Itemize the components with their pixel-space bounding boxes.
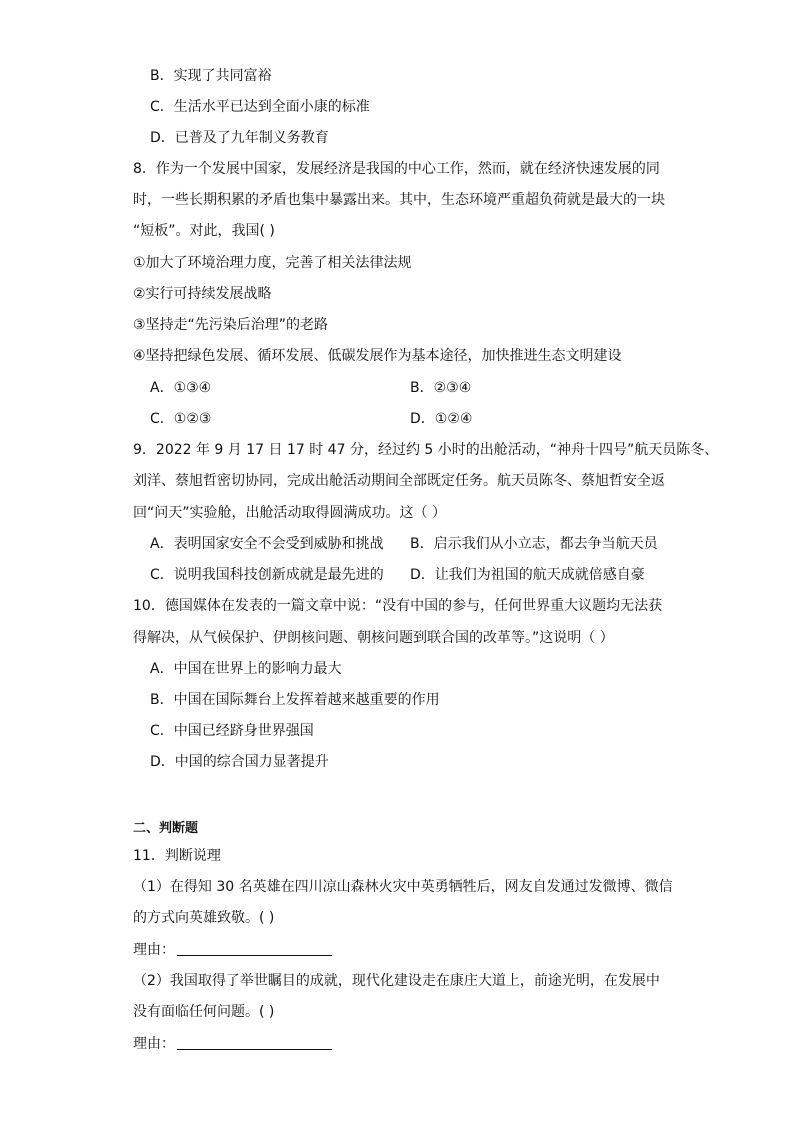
answer-blank[interactable] [177,941,332,956]
q11-title: 11．判断说理 [133,848,221,864]
q8-option-c: C．①②③ [150,411,212,427]
reason-label: 理由： [133,1036,175,1052]
q11-part2-line1: （2）我国取得了举世瞩目的成就，现代化建设走在康庄大道上，前途光明，在发展中 [133,973,660,989]
q8-statement-3: ③坚持走“先污染后治理”的老路 [133,317,329,333]
q8-option-d: D．①②④ [410,411,473,427]
q8-stem-line2: 时，一些长期积累的矛盾也集中暴露出来。其中，生态环境严重超负荷就是最大的一块 [133,192,665,208]
q8-stem-line1: 8．作为一个发展中国家，发展经济是我国的中心工作，然而，就在经济快速发展的同 [133,161,660,177]
q9-stem-line2: 刘洋、蔡旭哲密切协同，完成出舱活动期间全部既定任务。航天员陈冬、蔡旭哲安全返 [133,473,665,489]
q7-option-b: B．实现了共同富裕 [150,68,272,84]
q9-option-c: C．说明我国科技创新成就是最先进的 [150,567,384,583]
q11-part1-line2: 的方式向英雄致敬。( ) [133,910,275,926]
q9-option-b: B．启示我们从小立志，都去争当航天员 [410,536,658,552]
q8-statement-1: ①加大了环境治理力度，完善了相关法律法规 [133,255,412,271]
q9-stem-line3: 回“问天”实验舱，出舱活动取得圆满成功。这（ ） [133,505,446,521]
q9-option-a: A．表明国家安全不会受到威胁和挑战 [150,536,384,552]
q10-option-c: C．中国已经跻身世界强国 [150,723,314,739]
q11-part2-line2: 没有面临任何问题。( ) [133,1004,275,1020]
q11-reason1-row [133,940,332,960]
q10-option-a: A．中国在世界上的影响力最大 [150,661,342,677]
q7-option-d: D．已普及了九年制义务教育 [150,130,329,146]
q8-option-b: B．②③④ [410,380,472,396]
q10-stem-line1: 10．德国媒体在发表的一篇文章中说：“没有中国的参与，任何世界重大议题均无法获 [133,598,663,614]
q10-stem-line2: 得解决，从气候保护、伊朗核问题、朝核问题到联合国的改革等。”这说明（ ） [133,630,614,646]
q8-stem-line3: “短板”。对此，我国( ) [133,223,275,239]
answer-blank[interactable] [177,1035,332,1050]
q11-reason2-row [133,1034,332,1054]
q11-part1-line1: （1）在得知 30 名英雄在四川凉山森林火灾中英勇牺牲后，网友自发通过发微博、微信 [133,879,673,895]
q7-option-c: C．生活水平已达到全面小康的标准 [150,99,370,115]
q10-option-b: B．中国在国际舞台上发挥着越来越重要的作用 [150,692,440,708]
q9-option-d: D．让我们为祖国的航天成就倍感自豪 [410,567,645,583]
reason-label: 理由： [133,942,175,958]
q8-option-a: A．①③④ [150,380,212,396]
q8-statement-4: ④坚持把绿色发展、循环发展、低碳发展作为基本途径，加快推进生态文明建设 [133,348,622,364]
q9-stem-line1: 9．2022 年 9 月 17 日 17 时 47 分，经过约 5 小时的出舱活动，“神舟十四号”航天员陈冬、 [133,442,719,458]
q10-option-d: D．中国的综合国力显著提升 [150,754,329,770]
q8-statement-2: ②实行可持续发展战略 [133,286,272,302]
section-heading: 二、判断题 [133,821,199,836]
